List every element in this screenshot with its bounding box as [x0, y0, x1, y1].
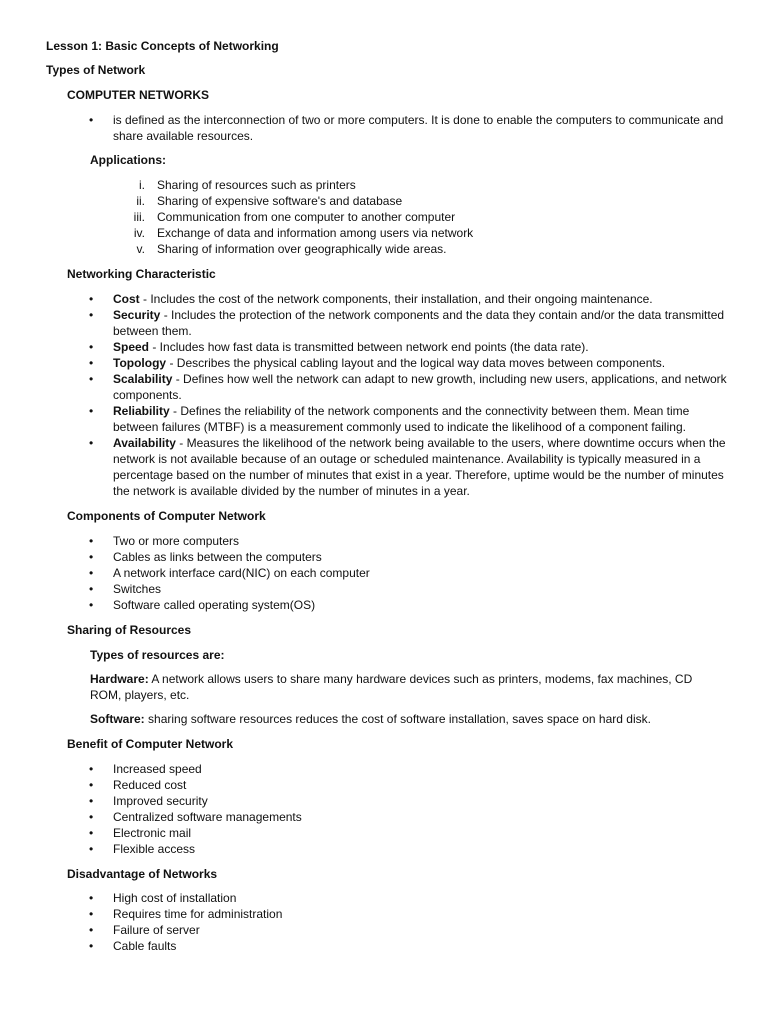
term: Reliability [113, 404, 170, 418]
term-desc: - Defines how well the network can adapt to new growth, including new users, applications, and network components. [113, 372, 727, 402]
list-item: • A network interface card(NIC) on each computer [113, 565, 727, 581]
applications-heading: Applications: [90, 153, 167, 167]
list-item [113, 307, 727, 339]
software-term: Software: [90, 712, 145, 726]
lesson-title: Lesson 1: Basic Concepts of Networking [46, 39, 279, 53]
types-heading: Types of Network [46, 63, 146, 77]
term-desc: - Includes the cost of the network components, their installation, and their ongoing maintenance. [139, 292, 653, 306]
list-item [113, 371, 727, 403]
software-desc: sharing software resources reduces the cost of software installation, saves space on hard disk. [144, 712, 651, 726]
list-item: • Cables as links between the computers [113, 549, 727, 565]
hardware-desc: A network allows users to share many hardware devices such as printers, modems, fax machines, CD ROM, players, etc. [90, 672, 693, 702]
software-paragraph [90, 711, 725, 727]
term-desc: - Describes the physical cabling layout and the logical way data moves between components. [166, 356, 666, 370]
list-number: i. [139, 178, 145, 192]
list-item [136, 241, 727, 257]
list-item-text: Communication from one computer to another computer [157, 210, 456, 224]
list-item: • Requires time for administration [113, 906, 727, 922]
list-item [139, 177, 727, 193]
term-desc: - Includes how fast data is transmitted between network end points (the data rate). [149, 340, 589, 354]
list-item: • Cable faults [113, 938, 727, 954]
disadvantages-list [67, 890, 727, 954]
list-item-text: Sharing of resources such as printers [157, 178, 356, 192]
list-item: • Two or more computers [113, 533, 727, 549]
list-item [133, 209, 727, 225]
list-item [113, 403, 727, 435]
list-item [136, 193, 727, 209]
list-item: • Switches [113, 581, 727, 597]
term: Topology [113, 356, 167, 370]
hardware-paragraph [90, 671, 725, 703]
list-number: iii. [133, 210, 145, 224]
term: Security [113, 308, 161, 322]
term: Availability [113, 436, 176, 450]
list-item-text: Exchange of data and information among users via network [157, 226, 474, 240]
benefits-list [67, 761, 727, 857]
computer-networks-heading: COMPUTER NETWORKS [67, 88, 209, 102]
list-item: • Centralized software managements [113, 809, 727, 825]
components-heading: Components of Computer Network [67, 509, 266, 523]
list-item-text: Sharing of expensive software's and database [157, 194, 403, 208]
list-item [113, 435, 727, 499]
document-body [67, 87, 727, 954]
term: Scalability [113, 372, 173, 386]
characteristics-heading: Networking Characteristic [67, 267, 216, 281]
characteristics-list [67, 291, 727, 499]
term: Speed [113, 340, 150, 354]
definition-item: • is defined as the interconnection of two or more computers. It is done to enable the computers to communicate and share available resources. [113, 112, 727, 144]
list-item [133, 225, 727, 241]
components-list [67, 533, 727, 613]
list-item: • Flexible access [113, 841, 727, 857]
list-item [113, 291, 727, 307]
list-item [113, 355, 727, 371]
term-desc: - Includes the protection of the network components and the data they contain and/or the data transmitted between them. [113, 308, 725, 338]
list-item: • Reduced cost [113, 777, 727, 793]
list-item: • Software called operating system(OS) [113, 597, 727, 613]
list-item-text: Sharing of information over geographically wide areas. [157, 242, 447, 256]
term: Cost [113, 292, 140, 306]
list-number: iv. [133, 226, 145, 240]
disadvantages-heading: Disadvantage of Networks [67, 867, 218, 881]
list-item: • Electronic mail [113, 825, 727, 841]
resource-types-heading: Types of resources are: [90, 648, 225, 662]
hardware-term: Hardware: [90, 672, 149, 686]
list-item: • Increased speed [113, 761, 727, 777]
list-item: • High cost of installation [113, 890, 727, 906]
list-number: v. [136, 242, 145, 256]
definition-list [67, 112, 727, 144]
list-number: ii. [136, 194, 145, 208]
list-item [113, 339, 727, 355]
term-desc: - Defines the reliability of the network components and the connectivity between them. Mean time between failures (MTBF) is a measurement commonly used to indicate the likelihood of a component failing. [113, 404, 690, 434]
list-item: • Failure of server [113, 922, 727, 938]
term-desc: - Measures the likelihood of the network being available to the users, where downtime occurs when the network is not available because of an outage or scheduled maintenance. Availability is typically measured in a percentage based on the number of minutes that exist in a year. Therefore, uptime would be the number of minutes the network is available divided by the number of minutes in a year. [113, 436, 726, 498]
applications-list [67, 177, 727, 257]
sharing-heading: Sharing of Resources [67, 623, 192, 637]
list-item: • Improved security [113, 793, 727, 809]
benefits-heading: Benefit of Computer Network [67, 737, 234, 751]
